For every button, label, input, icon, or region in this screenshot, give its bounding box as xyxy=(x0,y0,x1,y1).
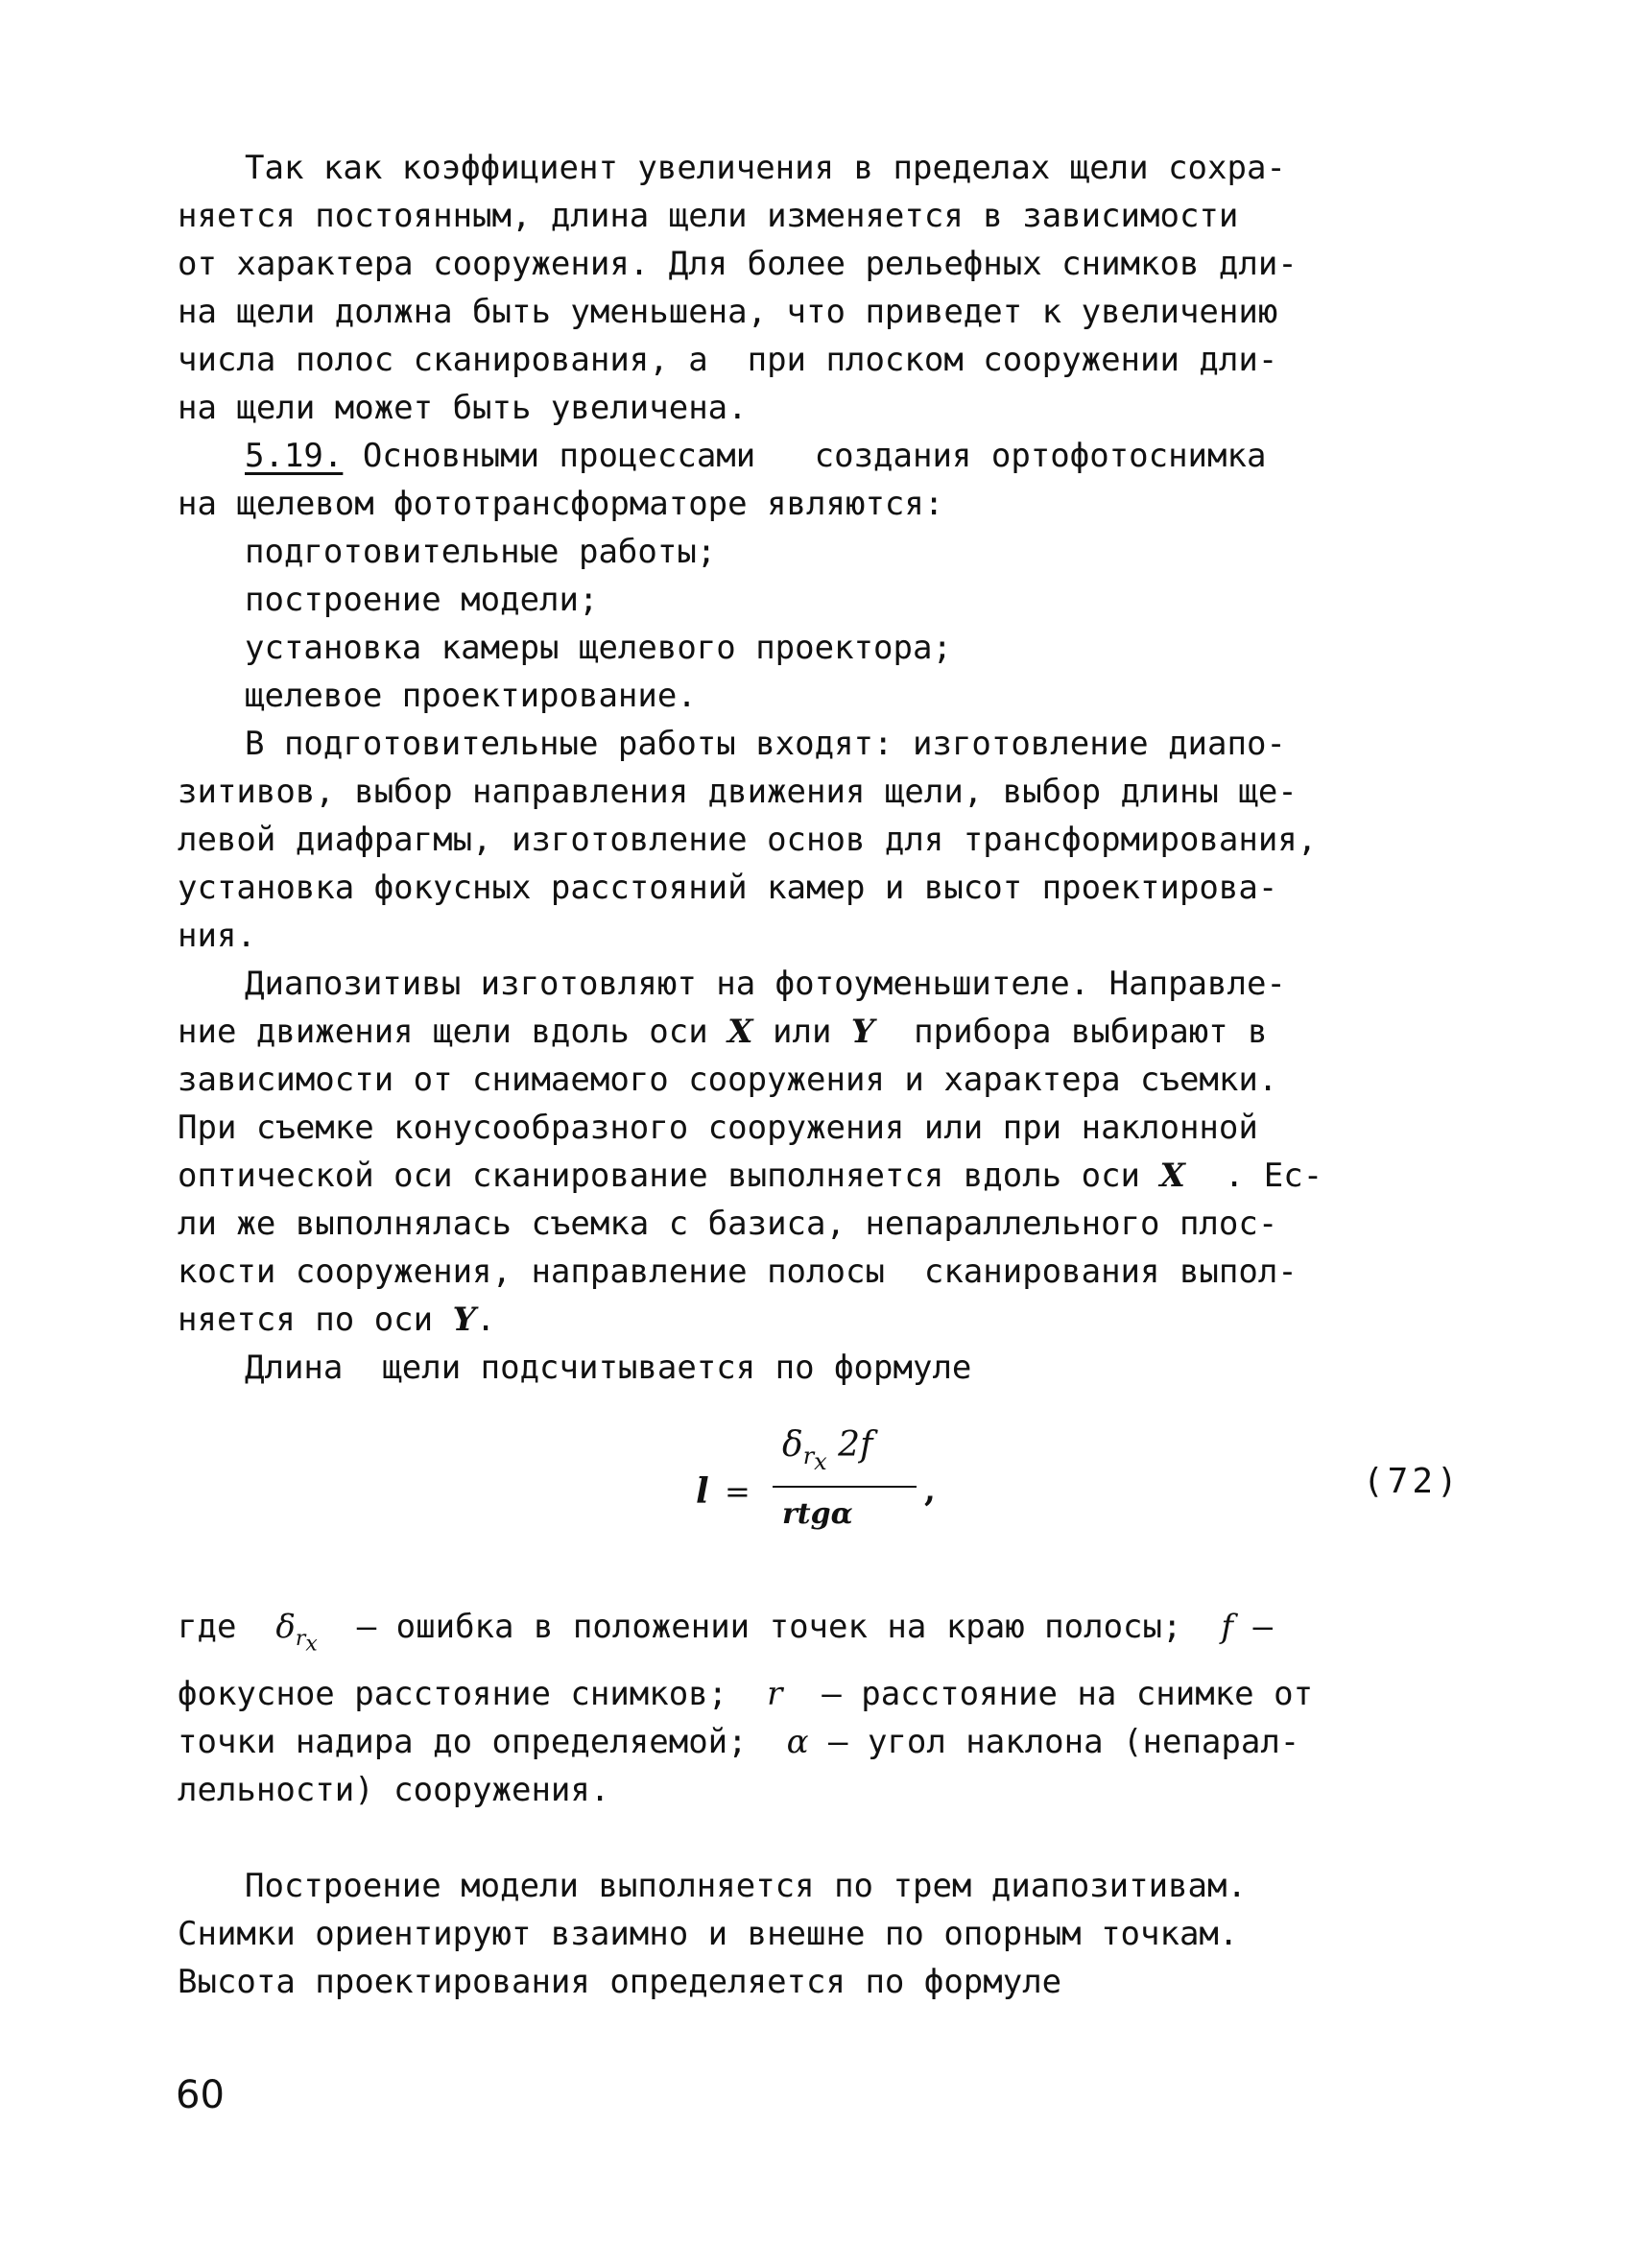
para4-line-4: При съемке конусообразного сооружения или при наклонной xyxy=(178,1109,1258,1147)
fraction-bar xyxy=(773,1486,917,1488)
where-line-1c: – xyxy=(1233,1608,1273,1646)
section-line-1-text: Основными процессами создания ортофотоснимка xyxy=(343,437,1267,475)
para3-line-5: ния. xyxy=(178,917,256,955)
list-item: построение модели; xyxy=(245,581,599,619)
para4-line-5 xyxy=(178,1157,1322,1195)
para4-line-1: Диапозитивы изготовляют на фотоуменьшителе. Направле- xyxy=(245,965,1286,1003)
r-symbol: r xyxy=(767,1675,783,1713)
where-line-3 xyxy=(178,1723,1299,1761)
where-line-1b: – ошибка в положении точек на краю полосы; xyxy=(317,1608,1222,1646)
para6-line-2: Снимки ориентируют взаимно и внешне по опорным точкам. xyxy=(178,1915,1239,1953)
delta-symbol xyxy=(275,1608,318,1657)
formula-denominator: rtgα xyxy=(782,1497,853,1531)
para3-line-1: В подготовительные работы входят: изготовление диапо- xyxy=(245,725,1286,763)
where-line-2b: – расстояние на снимке от xyxy=(782,1675,1314,1713)
axis-x-symbol: X xyxy=(1159,1157,1185,1195)
formula-intro: Длина щели подсчитывается по формуле xyxy=(245,1349,972,1387)
page-number: 60 xyxy=(176,2073,225,2117)
f-symbol: f xyxy=(1221,1608,1233,1646)
para4-line-6: ли же выполнялась съемка с базиса, непараллельного плос- xyxy=(178,1205,1278,1243)
x-subscript: x xyxy=(305,1632,318,1657)
where-line-1 xyxy=(178,1608,1273,1663)
para1-line-2: няется постоянным, длина щели изменяется в зависимости xyxy=(178,197,1239,235)
where-line-3b: – угол наклона (непарал- xyxy=(808,1723,1300,1761)
para4-line-2 xyxy=(178,1013,1268,1051)
para4-line-2b: или xyxy=(752,1013,851,1051)
formula-numerator xyxy=(782,1425,872,1475)
para6-line-3: Высота проектирования определяется по формуле xyxy=(178,1963,1062,2001)
numerator-rest: 2f xyxy=(826,1425,873,1465)
para4-line-3: зависимости от снимаемого сооружения и характера съемки. xyxy=(178,1061,1278,1099)
para3-line-2: зитивов, выбор направления движения щели, выбор длины ще- xyxy=(178,773,1298,811)
section-line-2: на щелевом фототрансформаторе являются: xyxy=(178,485,944,523)
list-item: щелевое проектирование. xyxy=(245,677,697,715)
x-subscript: x xyxy=(814,1447,827,1475)
where-line-1a: где xyxy=(178,1608,276,1646)
formula-72 xyxy=(696,1425,965,1550)
axis-x-symbol: X xyxy=(727,1013,753,1051)
delta-symbol: δ xyxy=(782,1425,803,1465)
para1-line-4: на щели должна быть уменьшена, что приведет к увеличению xyxy=(178,293,1278,331)
para1-line-1: Так как коэффициент увеличения в пределах щели сохра- xyxy=(245,149,1286,187)
para4-line-2a: ние движения щели вдоль оси xyxy=(178,1013,728,1051)
alpha-symbol: α xyxy=(786,1723,809,1761)
para4-line-8 xyxy=(178,1301,495,1339)
section-number: 5.19. xyxy=(245,437,344,475)
para1-line-6: на щели может быть увеличена. xyxy=(178,389,748,427)
para4-line-7: кости сооружения, направление полосы сканирования выпол- xyxy=(178,1253,1298,1291)
para1-line-5: числа полос сканирования, а при плоском сооружении дли- xyxy=(178,341,1278,379)
section-line-1 xyxy=(245,437,1266,475)
axis-y-symbol: Y xyxy=(850,1013,875,1051)
para4-line-5a: оптической оси сканирование выполняется вдоль оси xyxy=(178,1157,1160,1195)
equation-number: (72) xyxy=(1363,1462,1462,1501)
r-subscript: r xyxy=(802,1443,815,1470)
list-item: подготовительные работы; xyxy=(245,533,717,571)
para3-line-4: установка фокусных расстояний камер и высот проектирова- xyxy=(178,869,1278,907)
para6-line-1: Построение модели выполняется по трем диапозитивам. xyxy=(245,1867,1247,1905)
para4-line-8b: . xyxy=(475,1301,496,1339)
para3-line-3: левой диафрагмы, изготовление основ для трансформирования, xyxy=(178,821,1318,859)
formula-lhs: l xyxy=(696,1471,709,1512)
para4-line-2c: прибора выбирают в xyxy=(874,1013,1268,1051)
where-line-2 xyxy=(178,1675,1313,1713)
delta-char: δ xyxy=(275,1608,296,1646)
where-line-2a: фокусное расстояние снимков; xyxy=(178,1675,768,1713)
para1-line-3: от характера сооружения. Для более рельефных снимков дли- xyxy=(178,245,1298,283)
para4-line-8a: няется по оси xyxy=(178,1301,453,1339)
axis-y-symbol: Y xyxy=(452,1301,476,1339)
formula-comma: , xyxy=(924,1471,936,1510)
where-line-3a: точки надира до определяемой; xyxy=(178,1723,787,1761)
list-item: установка камеры щелевого проектора; xyxy=(245,629,952,667)
formula-equals: = xyxy=(725,1473,751,1510)
where-line-4: лельности) сооружения. xyxy=(178,1771,610,1809)
r-subscript: r xyxy=(295,1626,306,1651)
para4-line-5b: . Ес- xyxy=(1184,1157,1323,1195)
